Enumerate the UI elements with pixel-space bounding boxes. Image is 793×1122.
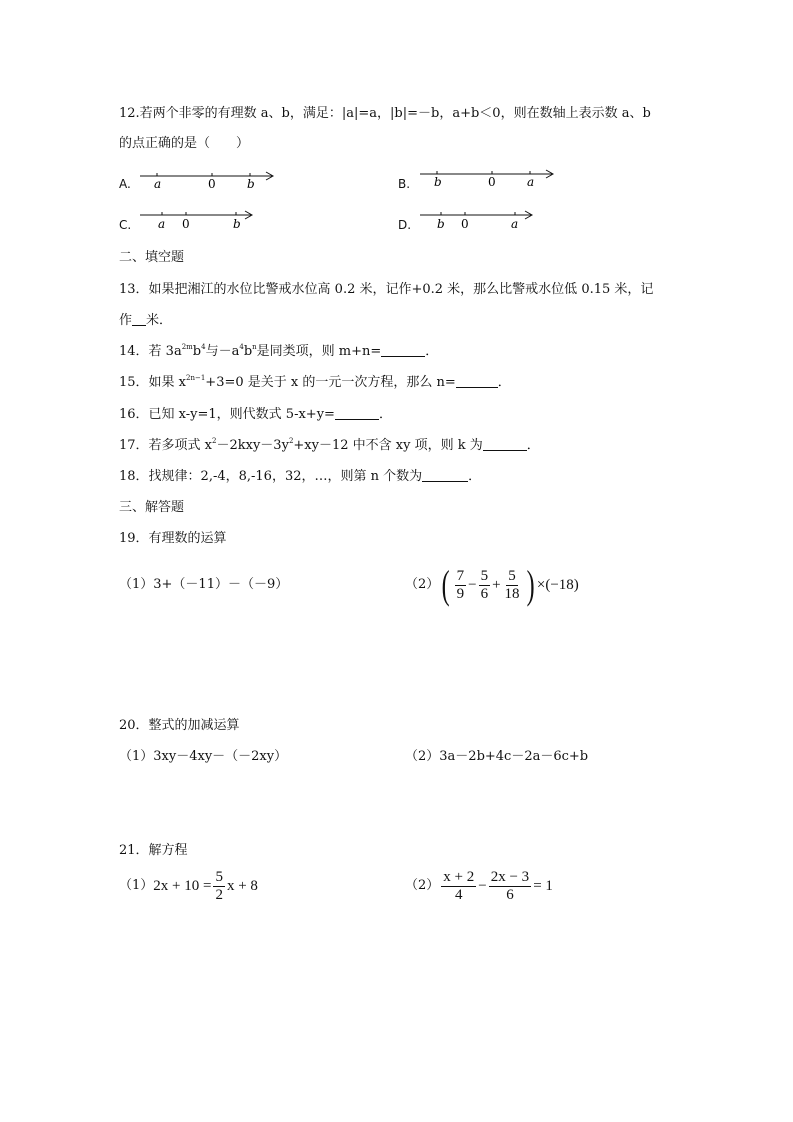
equation-rhs: = 1 xyxy=(533,878,553,894)
number-line-d xyxy=(418,206,543,232)
mark-b: b xyxy=(434,175,442,189)
mark-a: a xyxy=(527,175,535,189)
q19-part1: （1）3+（－11）－（－9） xyxy=(119,577,289,592)
q14-text: 是同类项，则 m+n= xyxy=(256,344,382,359)
q16-end: ． xyxy=(378,407,392,422)
fraction xyxy=(489,869,531,904)
denominator: 6 xyxy=(506,886,514,903)
q17-exp: 2 xyxy=(288,437,294,445)
q18-end: ． xyxy=(468,469,482,484)
q15-text: 15．如果 x xyxy=(119,375,187,390)
q13-line1: 13．如果把湘江的水位比警戒水位高 0.2 米，记作+0.2 米，那么比警戒水位低 0.15 米，记 xyxy=(119,282,654,297)
q14-exp: 4 xyxy=(201,343,206,351)
q19-part2-label: （2） xyxy=(405,577,440,592)
q14-text: 与－a xyxy=(205,344,240,359)
q14-var: b xyxy=(243,344,253,359)
q17-line xyxy=(119,438,540,454)
q15-answer-blank[interactable] xyxy=(456,375,498,388)
q15-line xyxy=(119,375,511,391)
q18-text: 18．找规律：2,-4，8,-16，32，…，则第 n 个数为 xyxy=(119,469,423,484)
q13-text-a: 作 xyxy=(119,313,133,328)
numerator: x + 2 xyxy=(443,868,475,885)
q16-line xyxy=(119,407,392,423)
q14-exp: 2m xyxy=(181,343,193,351)
numerator: 7 xyxy=(456,567,465,584)
number-line-b xyxy=(418,164,563,190)
mark-b: b xyxy=(437,217,445,231)
q20-part2: （2）3a－2b+4c－2a－6c+b xyxy=(405,749,589,764)
q15-text: +3=0 是关于 x 的一元一次方程，那么 n= xyxy=(205,375,456,390)
mark-b: b xyxy=(233,217,241,231)
q13-text-b: 米． xyxy=(146,313,173,328)
q21-part1-label: （1） xyxy=(119,878,154,893)
operator: − xyxy=(478,878,487,894)
q21-part1 xyxy=(119,864,258,908)
q13-line2 xyxy=(119,313,172,329)
fraction xyxy=(503,568,522,603)
q14-line xyxy=(119,344,438,360)
q14-text: 14．若 3a xyxy=(119,344,182,359)
q21-part2 xyxy=(405,864,553,908)
fraction xyxy=(441,869,476,904)
section-heading-fill-blank: 二、填空题 xyxy=(119,250,185,265)
numerator: 5 xyxy=(508,567,516,584)
right-paren: ) xyxy=(526,562,535,607)
operator: + xyxy=(492,577,501,593)
q17-answer-blank[interactable] xyxy=(483,438,527,451)
q20-title: 20．整式的加减运算 xyxy=(119,718,240,733)
q15-end: ． xyxy=(497,375,511,390)
mark-a: a xyxy=(511,217,519,231)
mark-b: b xyxy=(247,177,255,191)
q21-part2-label: （2） xyxy=(405,878,440,893)
numerator: 5 xyxy=(480,567,489,584)
q14-exp: n xyxy=(252,343,257,351)
q17-text: 17．若多项式 x xyxy=(119,438,213,453)
fraction xyxy=(213,869,225,904)
q14-answer-blank[interactable] xyxy=(381,344,425,357)
q15-exp: 2n−1 xyxy=(186,374,206,382)
mark-zero: 0 xyxy=(461,217,469,231)
denominator: 4 xyxy=(455,886,463,903)
q12-line2: 的点正确的是（ ） xyxy=(119,136,250,151)
q17-exp: 2 xyxy=(212,437,217,445)
q17-text: －2kxy－3y xyxy=(216,438,289,453)
denominator: 6 xyxy=(480,585,489,602)
q13-answer-blank[interactable] xyxy=(132,313,146,326)
fraction xyxy=(479,568,491,603)
q14-exp: 4 xyxy=(239,343,244,351)
q19-part2 xyxy=(405,561,579,609)
denominator: 2 xyxy=(215,886,223,903)
section-heading-solve: 三、解答题 xyxy=(119,500,185,515)
option-d-label: D. xyxy=(398,218,412,232)
fraction xyxy=(455,568,467,603)
numerator: 2x − 3 xyxy=(490,868,530,885)
multiplier: ×(−18) xyxy=(536,577,579,593)
q14-var: b xyxy=(192,344,202,359)
operator: − xyxy=(468,577,477,593)
option-a-label: A. xyxy=(119,177,131,191)
left-paren: ( xyxy=(441,562,450,607)
number-line-a xyxy=(138,166,283,192)
q18-line xyxy=(119,469,481,485)
denominator: 18 xyxy=(504,585,520,602)
q12-line1: 12.若两个非零的有理数 a、b，满足：|a|=a，|b|=－b，a+b＜0，则在数轴上表示数 a、b xyxy=(119,106,651,121)
q16-text: 16．已知 x-y=1，则代数式 5-x+y= xyxy=(119,407,335,422)
q18-answer-blank[interactable] xyxy=(422,469,468,482)
mark-zero: 0 xyxy=(182,217,190,231)
mark-a: a xyxy=(154,177,162,191)
q20-part1: （1）3xy－4xy－（－2xy） xyxy=(119,749,288,764)
number-line-c xyxy=(138,206,263,232)
q19-title: 19．有理数的运算 xyxy=(119,531,227,546)
q17-text: +xy－12 中不含 xy 项，则 k 为 xyxy=(293,438,483,453)
denominator: 9 xyxy=(456,585,465,602)
q21-title: 21．解方程 xyxy=(119,843,188,858)
q17-end: ． xyxy=(526,438,540,453)
mark-zero: 0 xyxy=(208,177,216,191)
numerator: 5 xyxy=(215,868,223,885)
mark-a: a xyxy=(158,217,166,231)
mark-zero: 0 xyxy=(488,175,496,189)
equation-lhs: 2x + 10 = xyxy=(153,878,212,894)
equation-rhs: x + 8 xyxy=(226,878,258,894)
option-c-label: C. xyxy=(119,218,132,232)
option-b-label: B. xyxy=(398,177,411,191)
q16-answer-blank[interactable] xyxy=(335,407,379,420)
q14-end: ． xyxy=(425,344,439,359)
